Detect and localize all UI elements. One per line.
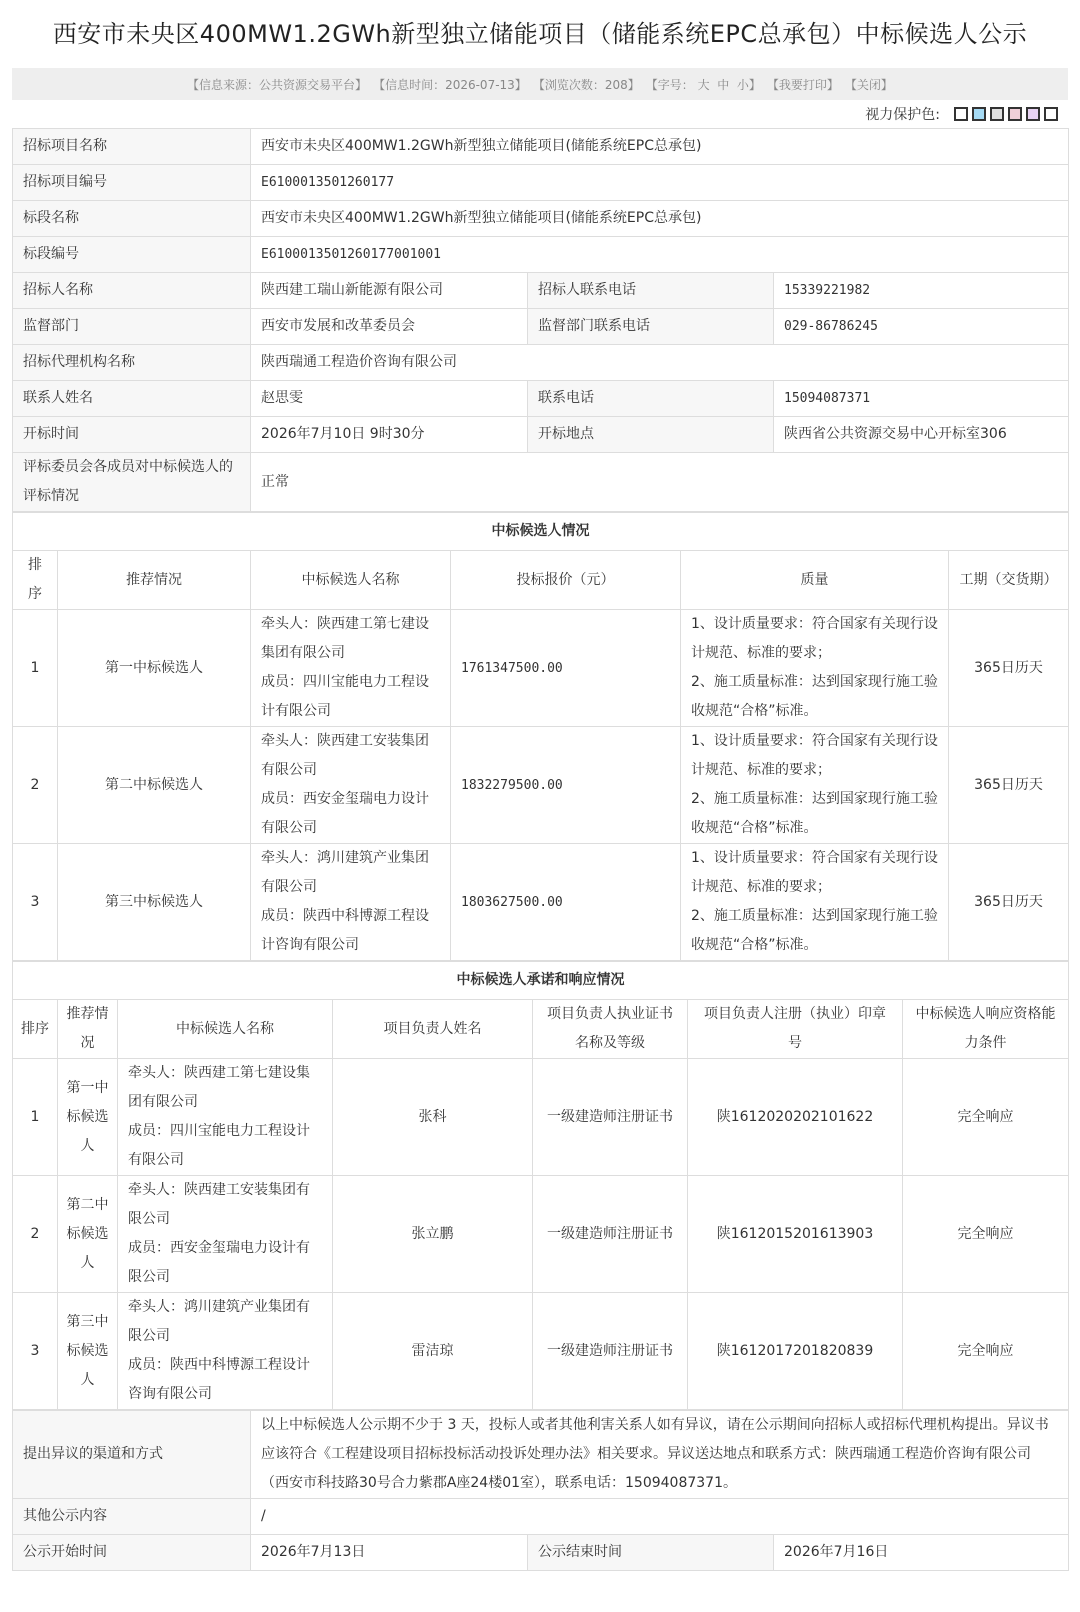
column-header: 中标候选人响应资格能力条件 xyxy=(903,1000,1069,1059)
recommendation-cell: 第一中标候选人 xyxy=(58,1059,118,1176)
field-label: 其他公示内容 xyxy=(13,1499,251,1535)
font-size-close: 】 xyxy=(748,77,761,92)
table-row xyxy=(13,610,1069,727)
table-row xyxy=(13,1059,1069,1176)
eye-protect-bar xyxy=(0,100,1080,128)
info-bar xyxy=(12,68,1068,100)
field-value: E6100013501260177 xyxy=(251,165,1069,201)
price-cell: 1803627500.00 xyxy=(451,844,681,961)
field-label: 开标时间 xyxy=(13,417,251,453)
candidate-name-cell: 牵头人：陕西建工安装集团有限公司 成员：西安金玺瑞电力设计有限公司 xyxy=(251,727,451,844)
info-row xyxy=(13,201,1069,237)
info-row xyxy=(13,381,1069,417)
info-source: 【信息来源：公共资源交易平台】 xyxy=(187,77,368,92)
column-header: 排序 xyxy=(13,551,58,610)
seal-number-cell: 陕1612015201613903 xyxy=(688,1176,903,1293)
candidates-table xyxy=(12,512,1069,961)
rank-cell: 3 xyxy=(13,1293,58,1410)
field-label: 招标人名称 xyxy=(13,273,251,309)
eye-color-swatch[interactable] xyxy=(1026,107,1040,121)
section-header-row xyxy=(13,962,1069,1000)
table-row xyxy=(13,1176,1069,1293)
column-header: 中标候选人名称 xyxy=(118,1000,333,1059)
column-header: 排序 xyxy=(13,1000,58,1059)
column-header: 质量 xyxy=(681,551,949,610)
field-label: 监督部门 xyxy=(13,309,251,345)
field-label: 公示结束时间 xyxy=(528,1535,774,1571)
field-value: E6100013501260177001001 xyxy=(251,237,1069,273)
field-value: 西安市未央区400MW1.2GWh新型独立储能项目(储能系统EPC总承包) xyxy=(251,201,1069,237)
quality-cell: 1、设计质量要求：符合国家有关现行设计规范、标准的要求； 2、施工质量标准：达到国家现行施工验收规范“合格”标准。 xyxy=(681,844,949,961)
field-label: 公示开始时间 xyxy=(13,1535,251,1571)
eye-color-swatch[interactable] xyxy=(972,107,986,121)
info-row xyxy=(13,273,1069,309)
candidate-name-cell: 牵头人：陕西建工安装集团有限公司 成员：西安金玺瑞电力设计有限公司 xyxy=(118,1176,333,1293)
table-row xyxy=(13,844,1069,961)
info-row xyxy=(13,453,1069,512)
field-value: 2026年7月16日 xyxy=(774,1535,1069,1571)
quality-cell: 1、设计质量要求：符合国家有关现行设计规范、标准的要求； 2、施工质量标准：达到国家现行施工验收规范“合格”标准。 xyxy=(681,727,949,844)
field-value: 正常 xyxy=(251,453,1069,512)
table-header-row xyxy=(13,551,1069,610)
info-time: 【信息时间：2026-07-13】 xyxy=(373,77,527,92)
column-header: 中标候选人名称 xyxy=(251,551,451,610)
price-cell: 1832279500.00 xyxy=(451,727,681,844)
table-header-row xyxy=(13,1000,1069,1059)
field-label: 标段名称 xyxy=(13,201,251,237)
field-value: 15339221982 xyxy=(774,273,1069,309)
field-value: 西安市发展和改革委员会 xyxy=(251,309,528,345)
font-medium-link[interactable]: 中 xyxy=(717,77,730,92)
info-views: 【浏览次数：208】 xyxy=(532,77,640,92)
info-row xyxy=(13,309,1069,345)
column-header: 项目负责人姓名 xyxy=(333,1000,533,1059)
field-label: 标段编号 xyxy=(13,237,251,273)
field-value: / xyxy=(251,1499,1069,1535)
column-header: 项目负责人注册（执业）印章号 xyxy=(688,1000,903,1059)
column-header: 推荐情况 xyxy=(58,551,251,610)
table-row xyxy=(13,1293,1069,1410)
eye-protect-label: 视力保护色: xyxy=(865,107,940,123)
field-label: 招标项目编号 xyxy=(13,165,251,201)
info-row xyxy=(13,1535,1069,1571)
quality-cell: 1、设计质量要求：符合国家有关现行设计规范、标准的要求； 2、施工质量标准：达到国家现行施工验收规范“合格”标准。 xyxy=(681,610,949,727)
info-row xyxy=(13,345,1069,381)
manager-name-cell: 张立鹏 xyxy=(333,1176,533,1293)
rank-cell: 3 xyxy=(13,844,58,961)
field-label: 开标地点 xyxy=(528,417,774,453)
field-value: 029-86786245 xyxy=(774,309,1069,345)
field-label: 招标人联系电话 xyxy=(528,273,774,309)
recommendation-cell: 第三中标候选人 xyxy=(58,1293,118,1410)
info-row xyxy=(13,1411,1069,1499)
seal-number-cell: 陕1612020202101622 xyxy=(688,1059,903,1176)
certificate-cell: 一级建造师注册证书 xyxy=(533,1176,688,1293)
field-value: 陕西建工瑞山新能源有限公司 xyxy=(251,273,528,309)
info-row xyxy=(13,165,1069,201)
field-value: 2026年7月13日 xyxy=(251,1535,528,1571)
rank-cell: 1 xyxy=(13,1059,58,1176)
response-cell: 完全响应 xyxy=(903,1176,1069,1293)
manager-name-cell: 雷洁琼 xyxy=(333,1293,533,1410)
footer-table xyxy=(12,1410,1069,1571)
field-value: 2026年7月10日 9时30分 xyxy=(251,417,528,453)
candidate-name-cell: 牵头人：鸿川建筑产业集团有限公司 成员：陕西中科博源工程设计咨询有限公司 xyxy=(251,844,451,961)
column-header: 工期（交货期） xyxy=(949,551,1069,610)
field-label: 提出异议的渠道和方式 xyxy=(13,1411,251,1499)
font-size-control xyxy=(646,76,761,93)
print-link[interactable]: 【我要打印】 xyxy=(766,77,839,92)
period-cell: 365日历天 xyxy=(949,844,1069,961)
field-label: 招标项目名称 xyxy=(13,129,251,165)
eye-color-swatch[interactable] xyxy=(1008,107,1022,121)
candidate-name-cell: 牵头人：陕西建工第七建设集团有限公司 成员：四川宝能电力工程设计有限公司 xyxy=(118,1059,333,1176)
response-cell: 完全响应 xyxy=(903,1293,1069,1410)
page-title: 西安市未央区400MW1.2GWh新型独立储能项目（储能系统EPC总承包）中标候选人公示 xyxy=(52,20,1028,48)
field-label: 评标委员会各成员对中标候选人的评标情况 xyxy=(13,453,251,512)
eye-color-swatch[interactable] xyxy=(954,107,968,121)
eye-color-swatch[interactable] xyxy=(990,107,1004,121)
period-cell: 365日历天 xyxy=(949,610,1069,727)
info-row xyxy=(13,1499,1069,1535)
certificate-cell: 一级建造师注册证书 xyxy=(533,1059,688,1176)
column-header: 推荐情况 xyxy=(58,1000,118,1059)
font-size-label: 【字号： xyxy=(645,77,694,92)
field-value: 赵思雯 xyxy=(251,381,528,417)
field-value: 陕西省公共资源交易中心开标室306 xyxy=(774,417,1069,453)
recommendation-cell: 第三中标候选人 xyxy=(58,844,251,961)
response-table xyxy=(12,961,1069,1410)
field-value: 15094087371 xyxy=(774,381,1069,417)
recommendation-cell: 第二中标候选人 xyxy=(58,1176,118,1293)
rank-cell: 2 xyxy=(13,727,58,844)
field-label: 招标代理机构名称 xyxy=(13,345,251,381)
field-value: 以上中标候选人公示期不少于 3 天，投标人或者其他利害关系人如有异议，请在公示期间向招标人或招标代理机构提出。异议书应该符合《工程建设项目招标投标活动投诉处理办法》相关要求。异议送达地点和联系方式：陕西瑞通工程造价咨询有限公司（西安市科技路30号合力紫郡A座24楼01室），联系电话：15094087371。 xyxy=(251,1411,1069,1499)
info-row xyxy=(13,417,1069,453)
table-row xyxy=(13,727,1069,844)
rank-cell: 2 xyxy=(13,1176,58,1293)
section-header-row xyxy=(13,513,1069,551)
candidate-name-cell: 牵头人：陕西建工第七建设集团有限公司 成员：四川宝能电力工程设计有限公司 xyxy=(251,610,451,727)
column-header: 投标报价（元） xyxy=(451,551,681,610)
notice-table xyxy=(12,128,1069,512)
manager-name-cell: 张科 xyxy=(333,1059,533,1176)
price-cell: 1761347500.00 xyxy=(451,610,681,727)
candidate-name-cell: 牵头人：鸿川建筑产业集团有限公司 成员：陕西中科博源工程设计咨询有限公司 xyxy=(118,1293,333,1410)
seal-number-cell: 陕1612017201820839 xyxy=(688,1293,903,1410)
eye-color-swatch[interactable] xyxy=(1044,107,1058,121)
font-large-link[interactable]: 大 xyxy=(697,77,710,92)
field-value: 西安市未央区400MW1.2GWh新型独立储能项目(储能系统EPC总承包) xyxy=(251,129,1069,165)
info-row xyxy=(13,129,1069,165)
field-label: 联系人姓名 xyxy=(13,381,251,417)
response-cell: 完全响应 xyxy=(903,1059,1069,1176)
certificate-cell: 一级建造师注册证书 xyxy=(533,1293,688,1410)
field-value: 陕西瑞通工程造价咨询有限公司 xyxy=(251,345,1069,381)
column-header: 项目负责人执业证书名称及等级 xyxy=(533,1000,688,1059)
recommendation-cell: 第二中标候选人 xyxy=(58,727,251,844)
info-row xyxy=(13,237,1069,273)
period-cell: 365日历天 xyxy=(949,727,1069,844)
field-label: 监督部门联系电话 xyxy=(528,309,774,345)
rank-cell: 1 xyxy=(13,610,58,727)
font-small-link[interactable]: 小 xyxy=(736,77,749,92)
recommendation-cell: 第一中标候选人 xyxy=(58,610,251,727)
close-link[interactable]: 【关闭】 xyxy=(844,77,893,92)
section-title: 中标候选人情况 xyxy=(13,513,1069,551)
section-title: 中标候选人承诺和响应情况 xyxy=(13,962,1069,1000)
field-label: 联系电话 xyxy=(528,381,774,417)
